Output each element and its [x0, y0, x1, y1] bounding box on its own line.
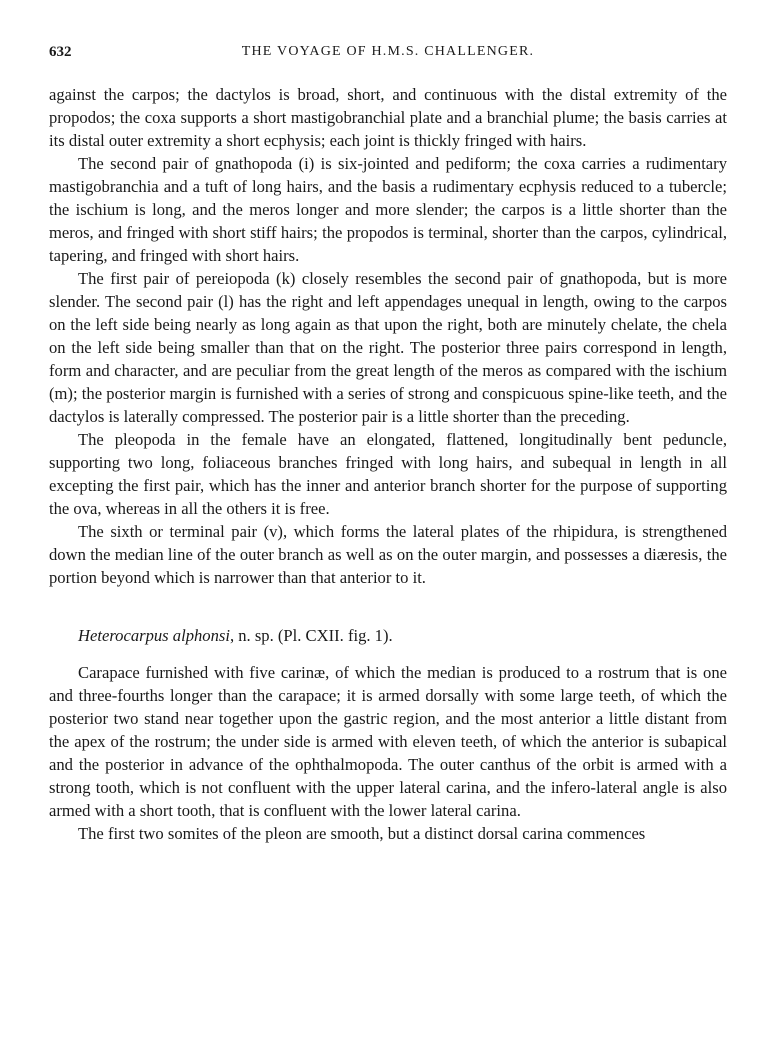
- paragraph-gnathopoda: The second pair of gnathopoda (i) is six-jointed and pediform; the coxa carries a rudimentary mastigobranchia and a tuft of long hairs, and the basis a rudimentary ecphysis reduced to a tubercle; the ischium is long, and the meros longer and more slender; the carpos is a little shorter than the meros, and fringed with short stiff hairs; the propodos is terminal, shorter than the carpos, cylindrical, tapering, and fringed with short hairs.: [49, 154, 727, 265]
- paragraph-pleopoda: The pleopoda in the female have an elongated, flattened, longitudinally bent peduncle, supporting two long, foliaceous branches fringed with long hairs, and subequal in length in all excepting the first pair, which has the inner and anterior branch shorter for the purpose of supporting the ova, whereas in all the others it is free.: [49, 430, 727, 518]
- species-heading: [78, 624, 727, 647]
- running-title: THE VOYAGE OF H.M.S. CHALLENGER.: [241, 44, 535, 59]
- page-number: 632: [49, 44, 72, 60]
- paragraph-terminal-pair: The sixth or terminal pair (v), which forms the lateral plates of the rhipidura, is strengthened down the median line of the outer branch as well as on the outer margin, and possesses a diæresis, the portion beyond which is narrower than that anterior to it.: [49, 522, 727, 587]
- page-header: [49, 44, 727, 66]
- paragraph-pereiopoda: The first pair of pereiopoda (k) closely resembles the second pair of gnathopoda, but is more slender. The second pair (l) has the right and left appendages unequal in length, owing to the carpos on the left side being nearly as long again as that upon the right, both are minutely chelate, the chela on the left side being smaller than that on the right. The posterior three pairs correspond in length, form and character, and are peculiar from the great length of the meros as compared with the ischium (m); the posterior margin is furnished with a series of strong and conspicuous spine-like teeth, and the dactylos is laterally compressed. The posterior pair is a little shorter than the preceding.: [49, 269, 727, 426]
- paragraph-carapace: Carapace furnished with five carinæ, of which the median is produced to a rostrum that is one and three-fourths longer than the carapace; it is armed dorsally with some large teeth, of which the posterior two stand near together upon the gastric region, and the most anterior a little distant from the apex of the rostrum; the under side is armed with eleven teeth, of which the anterior is subapical and the posterior in advance of the ophthalmopoda. The outer canthus of the orbit is armed with a strong tooth, which is not confluent with the upper lateral carina, and the infero-lateral angle is also armed with a short tooth, that is confluent with the lower lateral carina.: [49, 663, 727, 820]
- species-reference: , n. sp. (Pl. CXII. fig. 1).: [229, 626, 393, 645]
- body-text-top: [49, 83, 727, 589]
- body-text-bottom: [49, 661, 727, 845]
- paragraph-pleon: The first two somites of the pleon are smooth, but a distinct dorsal carina commences: [78, 824, 646, 843]
- species-name: Heterocarpus alphonsi: [78, 626, 230, 645]
- paragraph-continuation: against the carpos; the dactylos is broad, short, and continuous with the distal extremity of the propodos; the coxa supports a short mastigobranchial plate and a branchial plume; the basis carries at its distal outer extremity a short ecphysis; each joint is thickly fringed with hairs.: [49, 85, 727, 150]
- page: [49, 0, 727, 845]
